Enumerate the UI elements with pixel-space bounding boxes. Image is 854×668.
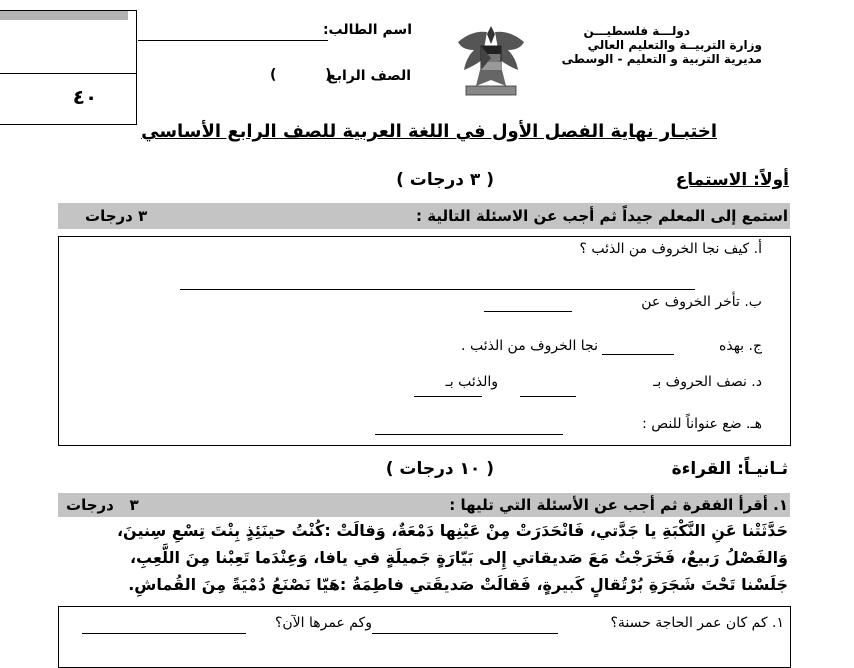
grade-section-blank[interactable]: ( )	[270, 67, 332, 83]
question-e: هـ. ضع عنواناً للنص :	[642, 416, 762, 432]
section1-answer-box	[58, 236, 791, 446]
section2-title: ثـانيـاً: القراءة	[671, 459, 788, 479]
section1-instruction: استمع إلى المعلم جيداً ثم أجب عن الاسئلة التالية :	[416, 207, 788, 225]
section1-instruction-marks: ٣ درجات	[85, 207, 148, 225]
ministry-line-2: وزارة التربيــة والتعليم العالي	[587, 38, 762, 52]
question-c-prefix: ج. بهذه	[719, 338, 762, 354]
passage-line-2: وَالفَصْلُ رَبيعٌ، فَخَرَجْتُ مَعَ صَديقاتي إِلى بَيّارَةٍ جَميلَةٍ في يافا، وَعِنْدَما تَعِبْنا مِنَ اللَّعِبِ،	[129, 548, 788, 567]
score-box-divider	[0, 73, 136, 74]
section2-instruction: ١. أقرأ الفقرة ثم أجب عن الأسئلة التي تليها :	[449, 496, 788, 514]
student-name-label: اسم الطالب:	[322, 22, 412, 38]
question-b: ب. تأخر الخروف عن	[641, 294, 762, 310]
question-c-suffix: نجا الخروف من الذئب .	[461, 338, 598, 354]
answer-line-d1[interactable]	[520, 396, 576, 397]
passage-line-3: جَلَسْنا تَحْتَ شَجَرَةِ بُرْتُقالٍ كَبيرةٍ، فَقالَتْ صَديقَتي فاطِمَةُ :هَيّا نَصْنَعُ دُمْيَةً مِنَ القُماشِ.	[128, 575, 788, 594]
section2-instruction-marks: ٣ درجات	[66, 496, 139, 514]
passage-line-1: حَدَّثَتْنا عَنِ النَّكْبَةِ يا جَدَّتي، فَانْحَدَرَتْ مِنْ عَيْنِها دَمْعَةٌ، وَقالَتْ :كُنْتُ حينَئِذٍ بِنْتَ تِسْعِ سِنينَ،	[116, 521, 788, 540]
answer-line-2-1b[interactable]	[82, 633, 246, 634]
answer-line-e[interactable]	[375, 434, 563, 435]
total-score: ٤٠	[72, 85, 98, 109]
question-2-1a: ١. كم كان عمر الحاجة حسنة؟	[610, 615, 784, 631]
question-d-prefix: د. نصف الحروف بـ	[653, 374, 762, 390]
palestine-emblem-icon	[452, 20, 530, 100]
answer-line-2-1a[interactable]	[372, 633, 558, 634]
section1-title: أولاً: الاستماع	[675, 170, 789, 190]
question-d-middle: والذئب بـ	[445, 374, 498, 390]
ministry-line-1: دولـــة فلسطيـــن	[583, 24, 690, 38]
answer-line-b[interactable]	[484, 311, 572, 312]
answer-line-d2[interactable]	[414, 396, 482, 397]
answer-line-a[interactable]	[180, 289, 695, 290]
exam-title: اختبـار نهاية الفصل الأول في اللغة العربية للصف الرابع الأساسي	[141, 121, 717, 142]
ministry-line-3: مديرية التربية و التعليم - الوسطى	[561, 52, 762, 66]
question-a: أ. كيف نجا الخروف من الذئب ؟	[579, 241, 762, 257]
question-2-1b: وكم عمرها الآن؟	[274, 615, 372, 631]
grade-label: الصف الرابع	[327, 68, 411, 84]
student-name-line[interactable]	[138, 40, 328, 41]
answer-line-c[interactable]	[602, 354, 674, 355]
section2-marks: ( ١٠ درجات )	[385, 459, 494, 479]
section1-marks: ( ٣ درجات )	[396, 170, 494, 190]
